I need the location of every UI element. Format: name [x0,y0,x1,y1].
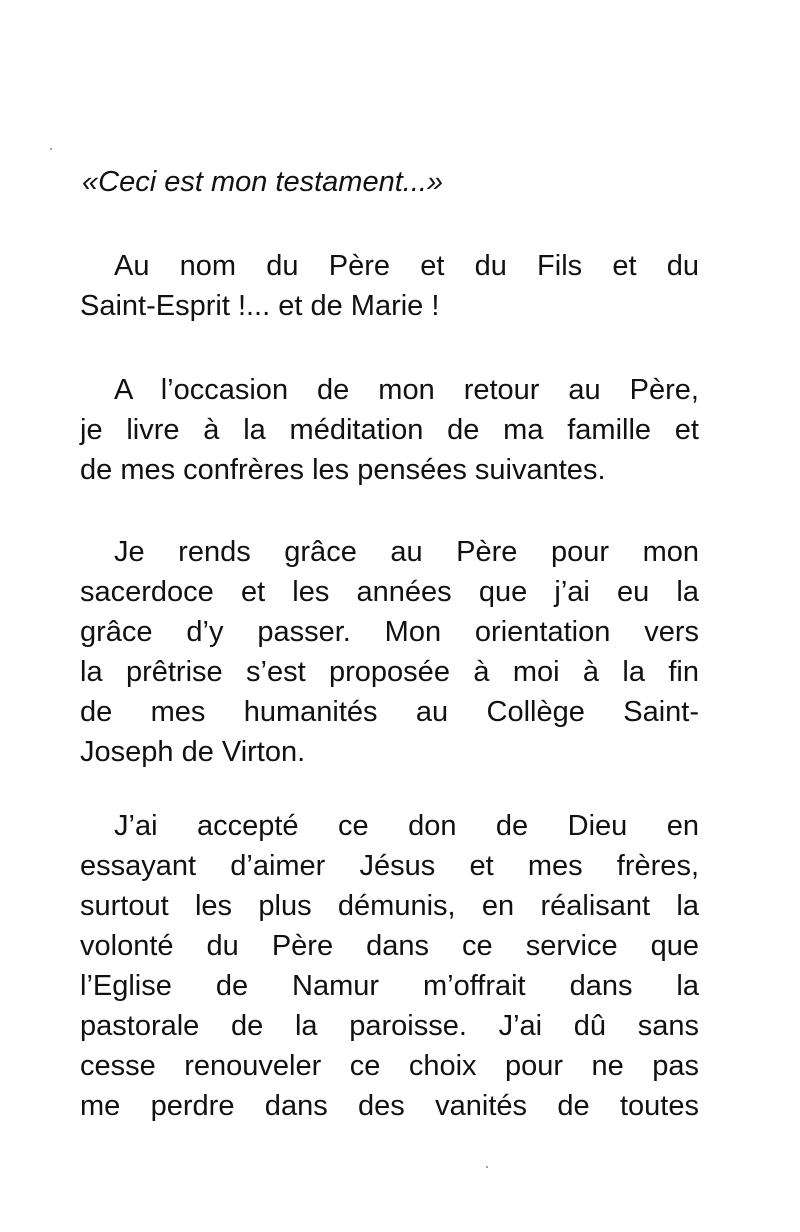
text-line: cesse renouveler ce choix pour ne pas [80,1050,699,1082]
text-line: Je rends grâce au Père pour mon [114,536,699,568]
scan-speck [50,148,52,150]
text-line: de mes humanités au Collège Saint- [80,696,699,728]
scan-speck [486,1166,488,1168]
text-line: surtout les plus démunis, en réalisant la [80,890,699,922]
text-line: Au nom du Père et du Fils et du [114,250,699,282]
text-line: Saint-Esprit !... et de Marie ! [80,290,440,322]
text-line: pastorale de la paroisse. J’ai dû sans [80,1010,699,1042]
paragraph-acceptance [80,806,699,1126]
text-line: A l’occasion de mon retour au Père, [114,374,699,406]
epigraph-quote [82,162,701,202]
text-line: la prêtrise s’est proposée à moi à la fin [80,656,699,688]
paragraph-invocation [80,246,699,326]
text-line: J’ai accepté ce don de Dieu en [114,810,699,842]
text-line: sacerdoce et les années que j’ai eu la [80,576,699,608]
text-line: essayant d’aimer Jésus et mes frères, [80,850,699,882]
text-line: volonté du Père dans ce service que [80,930,699,962]
paragraph-gratitude [80,532,699,772]
text-line: de mes confrères les pensées suivantes. [80,454,606,486]
paragraph-occasion [80,370,699,490]
epigraph-line: «Ceci est mon testament...» [82,166,444,198]
text-line: grâce d’y passer. Mon orientation vers [80,616,699,648]
text-line: l’Eglise de Namur m’offrait dans la [80,970,699,1002]
text-line: je livre à la méditation de ma famille et [80,414,699,446]
text-line: me perdre dans des vanités de toutes [80,1090,699,1122]
text-line: Joseph de Virton. [80,736,306,768]
